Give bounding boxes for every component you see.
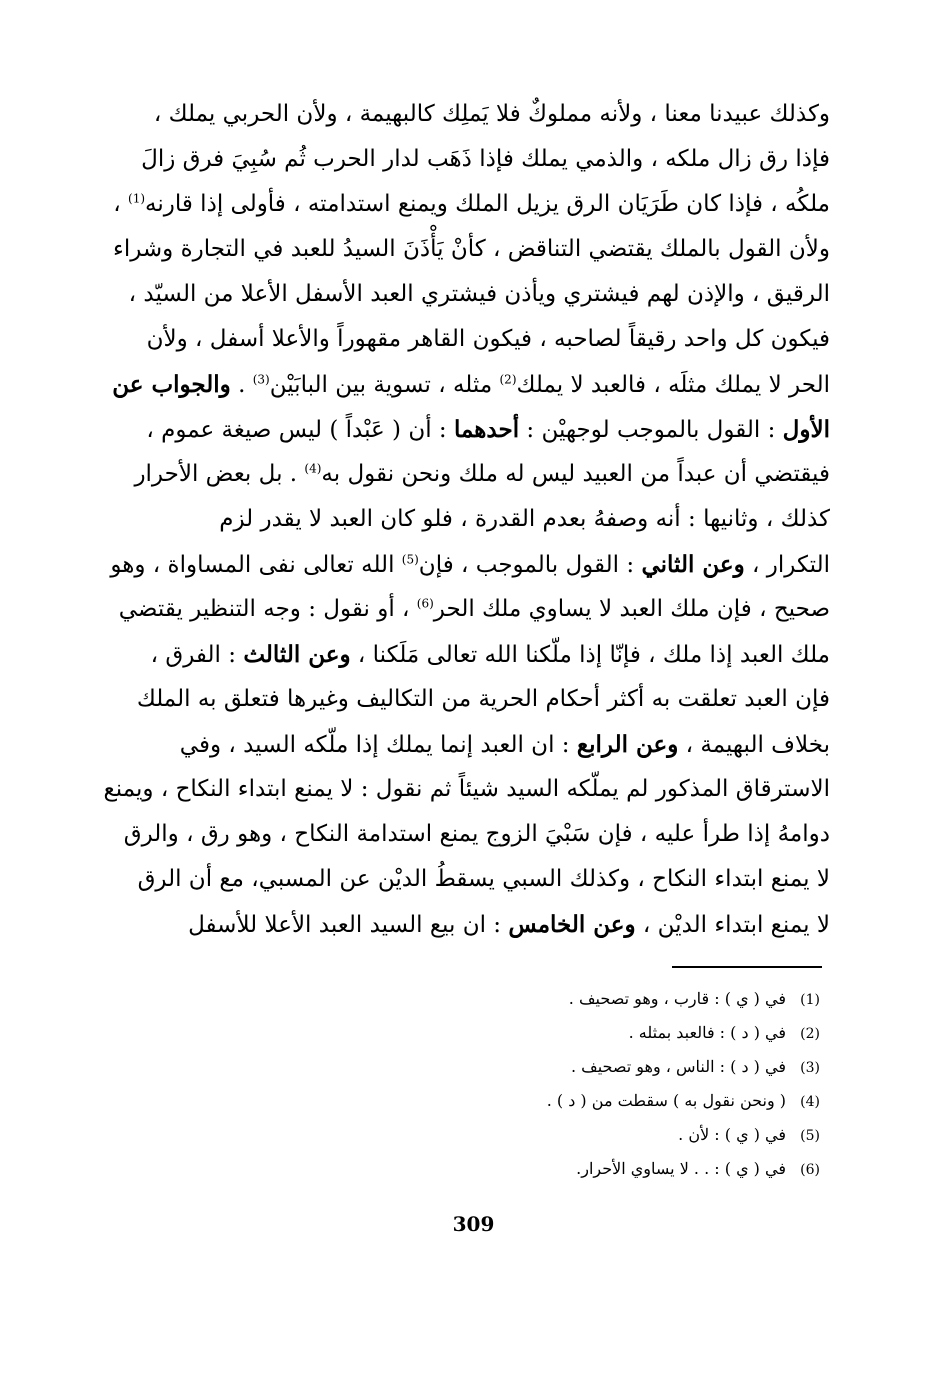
footnote-item [400, 1084, 820, 1118]
bold-heading: وعن الثاني [641, 551, 745, 578]
text-line [136, 677, 830, 722]
footnote-item [400, 1050, 820, 1084]
text-line [150, 902, 830, 947]
text-line [113, 227, 830, 272]
text-line [150, 497, 830, 542]
footnotes-block [400, 982, 820, 1186]
text-segment: : ان العبد إنما يملك إذا ملّكه السيد ، وفي [179, 732, 577, 758]
footnote-text: ( ونحن نقول به ) سقطت من ( د ) . [546, 1091, 786, 1110]
main-text-block [103, 92, 830, 947]
text-line [137, 857, 830, 902]
text-segment: لا يمنع ابتداء الديْن ، [635, 912, 830, 938]
text-line [146, 407, 830, 452]
footnote-number: (5) [800, 1128, 820, 1144]
text-segment: . بل بعض الأحرار [134, 461, 305, 487]
footnote-marker: (3) [252, 372, 270, 387]
text-line [128, 272, 830, 317]
text-segment: بخلاف البهيمة ، [678, 732, 830, 758]
text-segment: الرقيق ، والإذن لهم فيشتري ويأذن فيشتري العبد الأسفل الأعلا من السيّد ، [128, 281, 830, 307]
bold-heading: وعن الخامس [508, 911, 636, 938]
text-segment: فإذا رق زال ملكه ، والذمي يملك فإذا ذَهَب لدار الحرب ثُم سُبِيَ فرق زالَ [141, 146, 830, 172]
footnote-text: في ( ي ) : قارب ، وهو تصحيف . [568, 989, 786, 1008]
text-segment: ولأن القول بالملك يقتضي التناقض ، كأنْ يَأْذَنَ السيدُ للعبد في التجارة وشراء [113, 236, 830, 262]
footnote-marker: (5) [401, 552, 419, 567]
text-segment: ملكُه ، فإذا كان طَرَيَان الرق يزيل الملك ويمنع استدامته ، فأولى إذا قارنه [145, 191, 830, 217]
text-segment: كذلك ، وثانيها : أنه وصفهُ بعدم القدرة ، فلو كان العبد لا يقدر لزم [219, 506, 830, 532]
text-segment: فإن العبد تعلقت به أكثر أحكام الحرية من التكاليف وغيرها فتعلق به الملك [136, 686, 830, 712]
footnote-separator [672, 966, 822, 968]
text-segment: لا يمنع ابتداء النكاح ، وكذلك السبي يسقطُ الديْن عن المسبي، مع أن الرق [137, 866, 830, 892]
text-segment: ملك العبد إذا ملك ، فإنّا إذا ملّكنا الله تعالى مَلَكنا ، [350, 642, 830, 668]
footnote-marker: (2) [499, 372, 517, 387]
text-segment: الله تعالى نفى المساواة ، وهو [110, 552, 402, 578]
text-line [141, 137, 830, 182]
footnote-item [400, 1016, 820, 1050]
text-line [150, 92, 830, 137]
footnote-item [400, 1118, 820, 1152]
text-line [112, 362, 830, 407]
footnote-item [400, 1152, 820, 1186]
text-line [134, 452, 830, 497]
text-segment: وكذلك عبيدنا معنا ، ولأنه مملوكٌ فلا يَملِك كالبهيمة ، ولأن الحربي يملك ، [153, 101, 830, 127]
text-segment: الحر لا يملك مثلَه ، فالعبد لا يملك [516, 372, 830, 398]
text-segment: فيكون كل واحد رقيقاً لصاحبه ، فيكون القاهر مقهوراً والأعلا أسفل ، ولأن [146, 326, 830, 352]
footnote-text: في ( د ) : الناس ، وهو تصحيف . [570, 1057, 786, 1076]
footnote-text: في ( ي ) : لأن . [678, 1125, 786, 1144]
text-line [118, 587, 830, 632]
text-segment: : القول بالموجب لوجهيْن : [519, 417, 783, 443]
text-segment: صحيح ، فإن ملك العبد لا يساوي ملك الحر [433, 596, 830, 622]
footnote-text: في ( د ) : فالعبد بمثله . [628, 1023, 786, 1042]
footnote-text: في ( ي ) : . . لا يساوي الأحرار. [576, 1159, 786, 1178]
text-segment: مثله ، تسوية بين البابَيْن [269, 372, 500, 398]
page-number: 309 [452, 1212, 495, 1236]
text-segment: : أن ( عَبْداً ) ليس صيغة عموم ، [146, 417, 454, 443]
footnote-marker: (4) [304, 461, 322, 476]
footnote-marker: (6) [416, 596, 434, 611]
bold-heading: وعن الرابع [576, 731, 679, 758]
text-segment: : ان بيع السيد العبد الأعلا للأسفل [188, 912, 509, 938]
bold-heading: الأول [782, 416, 830, 443]
footnote-item [400, 982, 820, 1016]
text-segment: فيقتضي أن عبداً من العبيد ليس له ملك ونحن نقول به [321, 461, 830, 487]
bold-heading: أحدهما [454, 416, 520, 443]
text-line [110, 542, 830, 587]
footnote-marker: (1) [128, 191, 146, 206]
text-line [150, 722, 830, 767]
footnote-number: (6) [800, 1162, 820, 1178]
text-line [103, 767, 830, 812]
text-segment: : القول بالموجب ، فإن [418, 552, 642, 578]
bold-heading: والجواب عن [112, 371, 231, 398]
text-segment: الاسترقاق المذكور لم يملّكه السيد شيئاً ثم نقول : لا يمنع ابتداء النكاح ، ويمنع [103, 776, 830, 802]
text-line [146, 317, 830, 362]
text-line [113, 182, 830, 227]
text-segment: دوامهُ إذا طرأ عليه ، فإن سَبْيَ الزوج يمنع استدامة النكاح ، وهو رق ، والرق [123, 821, 830, 847]
text-line [150, 632, 830, 677]
footnote-number: (3) [800, 1060, 820, 1076]
text-line [123, 812, 830, 857]
bold-heading: وعن الثالث [243, 641, 351, 668]
text-segment: التكرار ، [744, 552, 830, 578]
footnote-number: (1) [800, 992, 820, 1008]
text-segment: : الفرق ، [150, 642, 244, 668]
text-segment: ، أو نقول : وجه التنظير يقتضي [118, 596, 417, 622]
footnote-number: (4) [800, 1094, 820, 1110]
footnote-number: (2) [800, 1026, 820, 1042]
text-segment: . [230, 372, 253, 398]
text-segment: ، [113, 191, 129, 217]
